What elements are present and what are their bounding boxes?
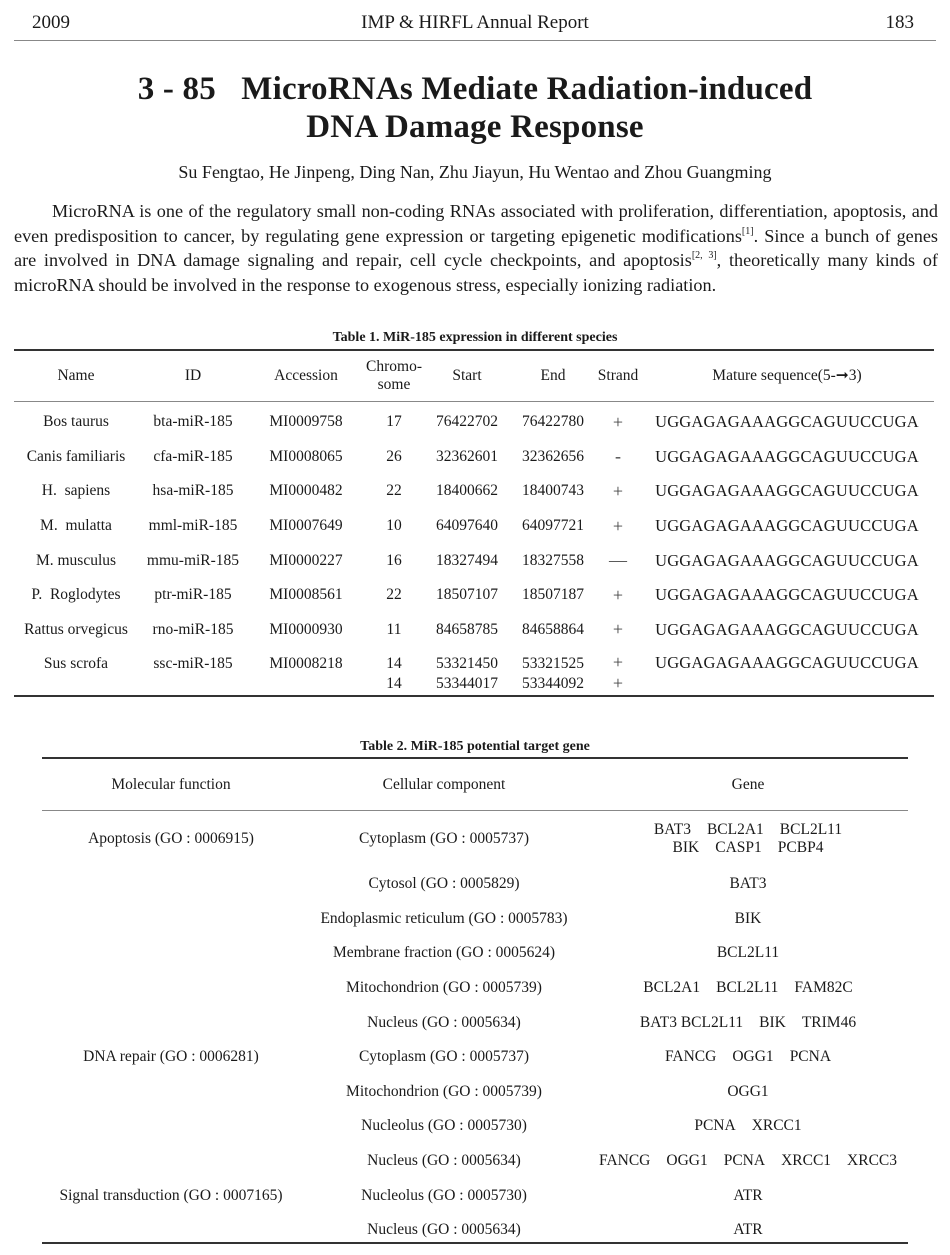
gene: BIK xyxy=(672,839,700,856)
mature-sequence: UGGAGAGAAAGGCAGUUCCUGA xyxy=(655,446,919,466)
table2-caption: Table 2. MiR-185 potential target gene xyxy=(360,739,590,754)
cellular-component: Cytoplasm (GO : 0005737) xyxy=(358,1048,530,1066)
end: 76422780 xyxy=(522,413,584,431)
chromosome: 10 xyxy=(386,517,402,535)
strand: + xyxy=(612,652,624,673)
gene-list xyxy=(588,1178,908,1213)
table2-bottom-rule xyxy=(42,1242,908,1244)
mirna-id: cfa-miR-185 xyxy=(153,447,233,465)
gene: BCL2L11 xyxy=(716,979,779,997)
end: 53321525 xyxy=(522,655,584,673)
cellular-component: Nucleus (GO : 0005634) xyxy=(367,1221,521,1239)
molecular-function xyxy=(42,1144,300,1179)
table-row xyxy=(14,509,934,544)
col-end: End xyxy=(540,367,566,384)
col-name: Name xyxy=(57,367,95,384)
gene: BCL2A1 xyxy=(706,821,764,838)
gene: PCNA xyxy=(723,1152,766,1170)
species-name: Sus scrofa xyxy=(43,655,109,673)
chromosome: 26 xyxy=(386,447,402,465)
gene-list xyxy=(588,811,908,868)
table1-bottom-rule xyxy=(14,695,934,697)
table-row xyxy=(42,811,908,868)
table-row xyxy=(42,1005,908,1040)
gene-list xyxy=(588,1109,908,1144)
cellular-component: Nucleolus (GO : 0005730) xyxy=(361,1117,527,1135)
molecular-function xyxy=(42,1005,300,1040)
molecular-function: Signal transduction (GO : 0007165) xyxy=(59,1186,283,1204)
gene: FANCG xyxy=(664,1048,717,1066)
start: 32362601 xyxy=(436,447,498,465)
col-chromosome-line1: Chromo- xyxy=(366,358,422,375)
mature-sequence: UGGAGAGAAAGGCAGUUCCUGA xyxy=(655,550,919,570)
gene: BCL2L11 xyxy=(779,821,843,838)
strand: + xyxy=(612,480,624,501)
mirna-id: bta-miR-185 xyxy=(153,413,233,431)
cellular-component: Mitochondrion (GO : 0005739) xyxy=(346,979,542,997)
gene: BIK xyxy=(759,1013,786,1031)
cellular-component: Endoplasmic reticulum (GO : 0005783) xyxy=(320,909,568,927)
accession: MI0007649 xyxy=(269,517,343,535)
gene-list xyxy=(588,867,908,902)
col-id: ID xyxy=(184,367,202,384)
mirna-id: hsa-miR-185 xyxy=(152,482,234,500)
cellular-component: Nucleolus (GO : 0005730) xyxy=(361,1186,527,1204)
accession: MI0008561 xyxy=(269,586,343,604)
start: 18507107 xyxy=(436,586,498,604)
chromosome: 22 xyxy=(386,586,402,604)
table-row xyxy=(14,613,934,648)
strand: + xyxy=(612,411,624,432)
gene: XRCC1 xyxy=(781,1152,832,1170)
table-row xyxy=(42,971,908,1006)
species-name: M. musculus xyxy=(35,551,117,569)
gene: BAT3 BCL2L11 xyxy=(639,1013,744,1031)
accession: MI0008218 xyxy=(269,655,343,673)
cellular-component: Nucleus (GO : 0005634) xyxy=(367,1152,521,1170)
start: 76422702 xyxy=(436,413,498,431)
gene-list xyxy=(588,1040,908,1075)
accession xyxy=(248,673,364,694)
molecular-function xyxy=(42,1075,300,1110)
article-title xyxy=(0,70,950,146)
chromosome: 16 xyxy=(386,551,402,569)
accession: MI0008065 xyxy=(269,447,343,465)
table-row xyxy=(14,474,934,509)
molecular-function xyxy=(42,1109,300,1144)
author-list: Su Fengtao, He Jinpeng, Ding Nan, Zhu Jiayun, Hu Wentao and Zhou Guangming xyxy=(178,162,772,182)
strand: + xyxy=(612,619,624,640)
table-row xyxy=(14,440,934,475)
chromosome: 22 xyxy=(386,482,402,500)
gene: OGG1 xyxy=(727,1082,769,1100)
col-accession: Accession xyxy=(274,367,338,384)
col-start: Start xyxy=(452,367,482,384)
start: 18400662 xyxy=(436,482,498,500)
species-name: Rattus orvegicus xyxy=(24,620,128,638)
col-molecular-function: Molecular function xyxy=(111,775,231,793)
end: 53344092 xyxy=(522,675,584,693)
table2-target-genes xyxy=(42,757,908,1248)
strand: - xyxy=(615,446,621,467)
start: 84658785 xyxy=(436,620,498,638)
species-name xyxy=(14,673,138,694)
start: 53344017 xyxy=(436,675,498,693)
gene-list xyxy=(588,936,908,971)
gene: BAT3 xyxy=(653,821,691,838)
strand: + xyxy=(612,673,624,694)
mature-sequence: UGGAGAGAAAGGCAGUUCCUGA xyxy=(655,516,919,536)
table-row xyxy=(42,1178,908,1213)
strand: — xyxy=(609,550,627,571)
species-name: P. Roglodytes xyxy=(31,586,121,604)
mirna-id xyxy=(138,673,248,694)
gene: PCNA xyxy=(694,1117,736,1135)
col-strand: Strand xyxy=(597,367,639,384)
mirna-id: ptr-miR-185 xyxy=(154,586,232,604)
gene-list xyxy=(588,971,908,1006)
cellular-component: Cytoplasm (GO : 0005737) xyxy=(358,830,530,847)
mature-sequence: UGGAGAGAAAGGCAGUUCCUGA xyxy=(655,481,919,501)
mirna-id: mmu-miR-185 xyxy=(146,551,240,569)
end: 32362656 xyxy=(522,447,584,465)
running-head xyxy=(14,8,936,41)
end: 18400743 xyxy=(522,482,584,500)
start: 18327494 xyxy=(436,551,498,569)
table-row xyxy=(42,1040,908,1075)
mature-sequence: UGGAGAGAAAGGCAGUUCCUGA xyxy=(655,653,919,673)
mature-sequence xyxy=(640,673,934,694)
gene-list xyxy=(588,902,908,937)
col-cellular-component: Cellular component xyxy=(382,775,506,793)
title-line-1: 3 - 85 MicroRNAs Mediate Radiation-induced xyxy=(137,71,813,107)
mature-sequence: UGGAGAGAAAGGCAGUUCCUGA xyxy=(655,585,919,605)
mirna-id: mml-miR-185 xyxy=(148,517,238,535)
gene: OGG1 xyxy=(732,1048,774,1066)
table-row xyxy=(42,1075,908,1110)
table-row xyxy=(42,902,908,937)
table-row xyxy=(42,1109,908,1144)
chromosome: 11 xyxy=(386,620,402,638)
journal-title: IMP & HIRFL Annual Report xyxy=(361,12,589,33)
gene: BAT3 xyxy=(729,875,767,893)
species-name: H. sapiens xyxy=(41,482,111,500)
gene: PCBP4 xyxy=(777,839,824,856)
table-row xyxy=(42,867,908,902)
end: 18507187 xyxy=(522,586,584,604)
table-row xyxy=(14,647,934,673)
gene-list xyxy=(588,1005,908,1040)
gene: FAM82C xyxy=(794,979,853,997)
gene: XRCC1 xyxy=(751,1117,802,1135)
mature-sequence: UGGAGAGAAAGGCAGUUCCUGA xyxy=(655,619,919,639)
molecular-function: Apoptosis (GO : 0006915) xyxy=(88,830,254,847)
chromosome: 17 xyxy=(386,413,402,431)
strand: + xyxy=(612,584,624,605)
molecular-function xyxy=(42,971,300,1006)
gene-list xyxy=(588,1075,908,1110)
intro-paragraph xyxy=(14,199,938,297)
molecular-function xyxy=(42,867,300,902)
table1-header-row xyxy=(14,350,934,402)
table2-header-row xyxy=(42,758,908,811)
table-row xyxy=(14,578,934,613)
intro-text-2: . Since a bunch of genes are involved in DNA damage signaling and repair, cell cycle checkpoints, and apoptosis xyxy=(14,225,938,270)
accession: MI0000227 xyxy=(269,551,343,569)
mature-sequence: UGGAGAGAAAGGCAGUUCCUGA xyxy=(655,412,919,432)
strand: + xyxy=(612,515,624,536)
molecular-function xyxy=(42,902,300,937)
mirna-id: rno-miR-185 xyxy=(152,620,234,638)
gene: ATR xyxy=(733,1186,763,1204)
table1-caption: Table 1. MiR-185 expression in different species xyxy=(332,330,618,345)
cellular-component: Mitochondrion (GO : 0005739) xyxy=(346,1082,542,1100)
cellular-component: Membrane fraction (GO : 0005624) xyxy=(332,944,556,962)
gene: PCNA xyxy=(789,1048,832,1066)
molecular-function xyxy=(42,936,300,971)
gene: OGG1 xyxy=(666,1152,708,1170)
col-chromosome xyxy=(364,350,424,402)
molecular-function: DNA repair (GO : 0006281) xyxy=(83,1048,259,1066)
end: 64097721 xyxy=(522,517,584,535)
start: 53321450 xyxy=(436,655,498,673)
intro-text-3: , theoretically many kinds of microRNA should be involved in the response to exogenous stress, especially ionizing radiation. xyxy=(14,250,938,295)
end: 18327558 xyxy=(522,551,584,569)
title-line-2: DNA Damage Response xyxy=(306,109,644,145)
accession: MI0000930 xyxy=(269,620,343,638)
citation-1: [1] xyxy=(741,225,754,237)
table-row xyxy=(42,1144,908,1179)
accession: MI0009758 xyxy=(269,413,343,431)
gene: XRCC3 xyxy=(847,1152,898,1170)
col-chromosome-line2: some xyxy=(377,376,411,393)
table-row xyxy=(14,543,934,578)
gene: TRIM46 xyxy=(801,1013,857,1031)
col-gene: Gene xyxy=(731,775,765,793)
table-row xyxy=(14,673,934,694)
gene-list xyxy=(588,1144,908,1179)
col-sequence: Mature sequence(5-➞3) xyxy=(712,367,862,384)
chromosome: 14 xyxy=(386,655,402,673)
table-row xyxy=(14,402,934,440)
table1-species-expression xyxy=(14,349,934,694)
gene: ATR xyxy=(733,1221,763,1239)
chromosome: 14 xyxy=(386,675,402,693)
accession: MI0000482 xyxy=(269,482,343,500)
mirna-id: ssc-miR-185 xyxy=(153,655,233,673)
start: 64097640 xyxy=(436,517,498,535)
cellular-component: Nucleus (GO : 0005634) xyxy=(367,1013,521,1031)
gene: BCL2L11 xyxy=(716,944,780,962)
gene: BIK xyxy=(734,909,762,927)
species-name: M. mulatta xyxy=(40,517,112,535)
page-number: 183 xyxy=(885,12,914,33)
year: 2009 xyxy=(32,12,70,33)
gene: FANCG xyxy=(598,1152,651,1170)
citation-2-3: [2, 3] xyxy=(691,250,717,261)
cellular-component: Cytosol (GO : 0005829) xyxy=(368,875,520,893)
intro-text-1: MicroRNA is one of the regulatory small non-coding RNAs associated with proliferation, differentiation, apoptosis, and even predisposition to cancer, by regulating gene expression or targeting epigenetic modifications xyxy=(14,201,938,246)
table-row xyxy=(42,936,908,971)
species-name: Bos taurus xyxy=(43,413,109,431)
gene: CASP1 xyxy=(715,839,762,856)
gene: BCL2A1 xyxy=(643,979,701,997)
end: 84658864 xyxy=(522,620,584,638)
species-name: Canis familiaris xyxy=(26,447,126,465)
